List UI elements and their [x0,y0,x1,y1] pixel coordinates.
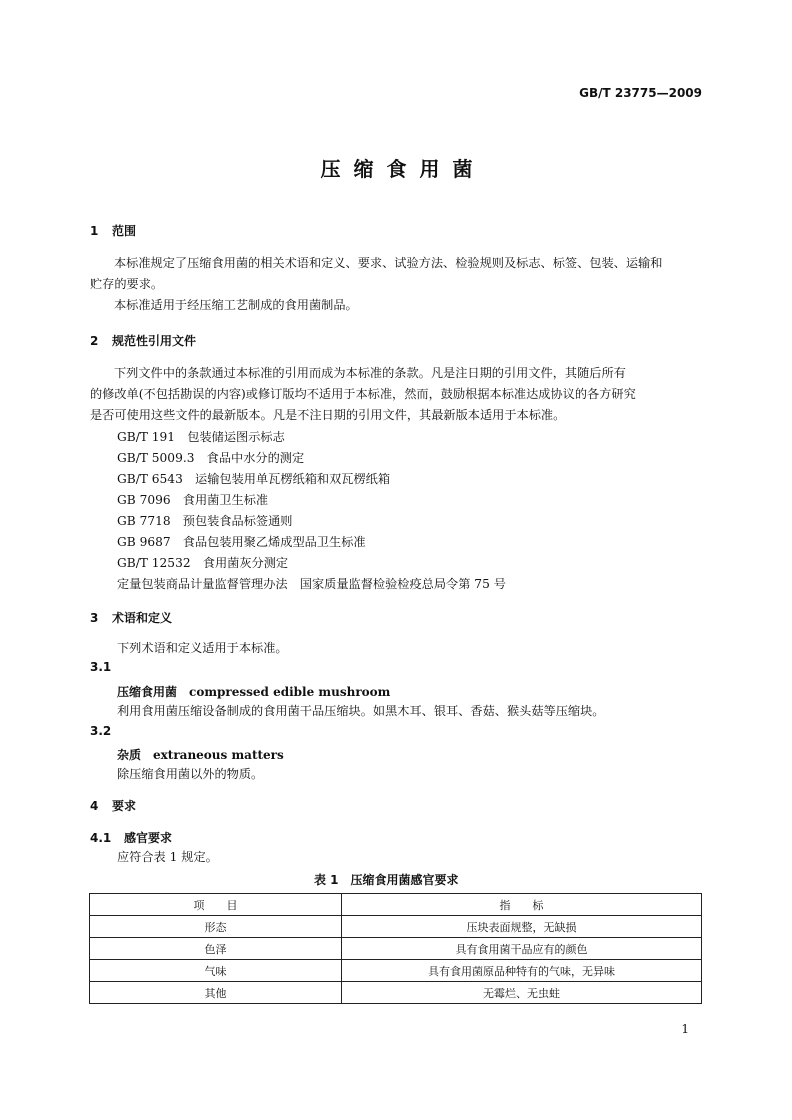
term-entry [117,683,390,700]
table-cell: 压块表面规整，无缺损 [342,916,702,938]
paragraph: 的修改单(不包括勘误的内容)或修订版均不适用于本标准，然而，鼓励根据本标准达成协议的各方研究 [90,387,636,401]
table-row [90,982,702,1004]
table-cell: 其他 [90,982,342,1004]
term-definition: 利用食用菌压缩设备制成的食用菌干品压缩块。如黑木耳、银耳、香菇、猴头菇等压缩块。 [117,704,605,718]
paragraph: 贮存的要求。 [90,277,164,291]
paragraph: 应符合表 1 规定。 [117,850,218,864]
section-3-heading [90,609,172,626]
table-row [90,938,702,960]
reference-item: 定量包装商品计量监督管理办法 国家质量监督检验检疫总局令第 75 号 [117,577,506,591]
section-title: 术语和定义 [112,611,173,625]
sensory-requirements-table [89,893,702,1004]
reference-item: GB/T 6543 运输包装用单瓦楞纸箱和双瓦楞纸箱 [117,472,391,486]
paragraph: 下列文件中的条款通过本标准的引用而成为本标准的条款。凡是注日期的引用文件，其随后所有 [114,366,626,380]
term-english: compressed edible mushroom [189,685,391,699]
term-number: 3.2 [90,724,112,738]
paragraph: 下列术语和定义适用于本标准。 [117,641,288,655]
section-title: 范围 [112,224,137,238]
section-title: 规范性引用文件 [112,334,197,348]
table-row [90,960,702,982]
standard-code: GB/T 23775—2009 [579,86,702,100]
section-2-heading [90,332,196,349]
table-header-cell: 指 标 [342,894,702,916]
table-caption: 表 1 压缩食用菌感官要求 [314,873,459,887]
paragraph: 本标准规定了压缩食用菌的相关术语和定义、要求、试验方法、检验规则及标志、标签、包装、运输和 [114,256,663,270]
table-cell: 具有食用菌干品应有的颜色 [342,938,702,960]
section-title: 要求 [112,799,137,813]
document-title: 压缩食用菌 [320,157,486,181]
section-number: 3 [90,611,99,625]
reference-item: GB/T 5009.3 食品中水分的测定 [117,451,305,465]
term-number: 3.1 [90,660,112,674]
paragraph: 是否可使用这些文件的最新版本。凡是不注日期的引用文件，其最新版本适用于本标准。 [90,408,566,422]
page-number: 1 [681,1022,689,1036]
reference-item: GB/T 191 包装储运图示标志 [117,430,285,444]
table-row [90,916,702,938]
reference-item: GB/T 12532 食用菌灰分测定 [117,556,289,570]
term-entry [117,746,284,763]
section-1-heading [90,222,136,239]
subsection-4-1-heading [90,829,172,846]
table-cell: 无霉烂、无虫蛀 [342,982,702,1004]
section-number: 2 [90,334,99,348]
table-cell: 气味 [90,960,342,982]
term-english: extraneous matters [153,748,284,762]
table-header-row [90,894,702,916]
table-cell: 形态 [90,916,342,938]
subsection-title: 感官要求 [124,831,173,845]
paragraph: 本标准适用于经压缩工艺制成的食用菌制品。 [114,298,358,312]
section-number: 1 [90,224,99,238]
section-4-heading [90,797,136,814]
table-cell: 色泽 [90,938,342,960]
section-number: 4 [90,799,99,813]
table-header-cell: 项 目 [90,894,342,916]
table-cell: 具有食用菌原品种特有的气味，无异味 [342,960,702,982]
term-chinese: 压缩食用菌 [117,685,178,699]
reference-item: GB 9687 食品包装用聚乙烯成型品卫生标准 [117,535,366,549]
reference-item: GB 7096 食用菌卫生标准 [117,493,269,507]
reference-item: GB 7718 预包装食品标签通则 [117,514,293,528]
subsection-number: 4.1 [90,831,112,845]
term-chinese: 杂质 [117,748,142,762]
term-definition: 除压缩食用菌以外的物质。 [117,767,264,781]
